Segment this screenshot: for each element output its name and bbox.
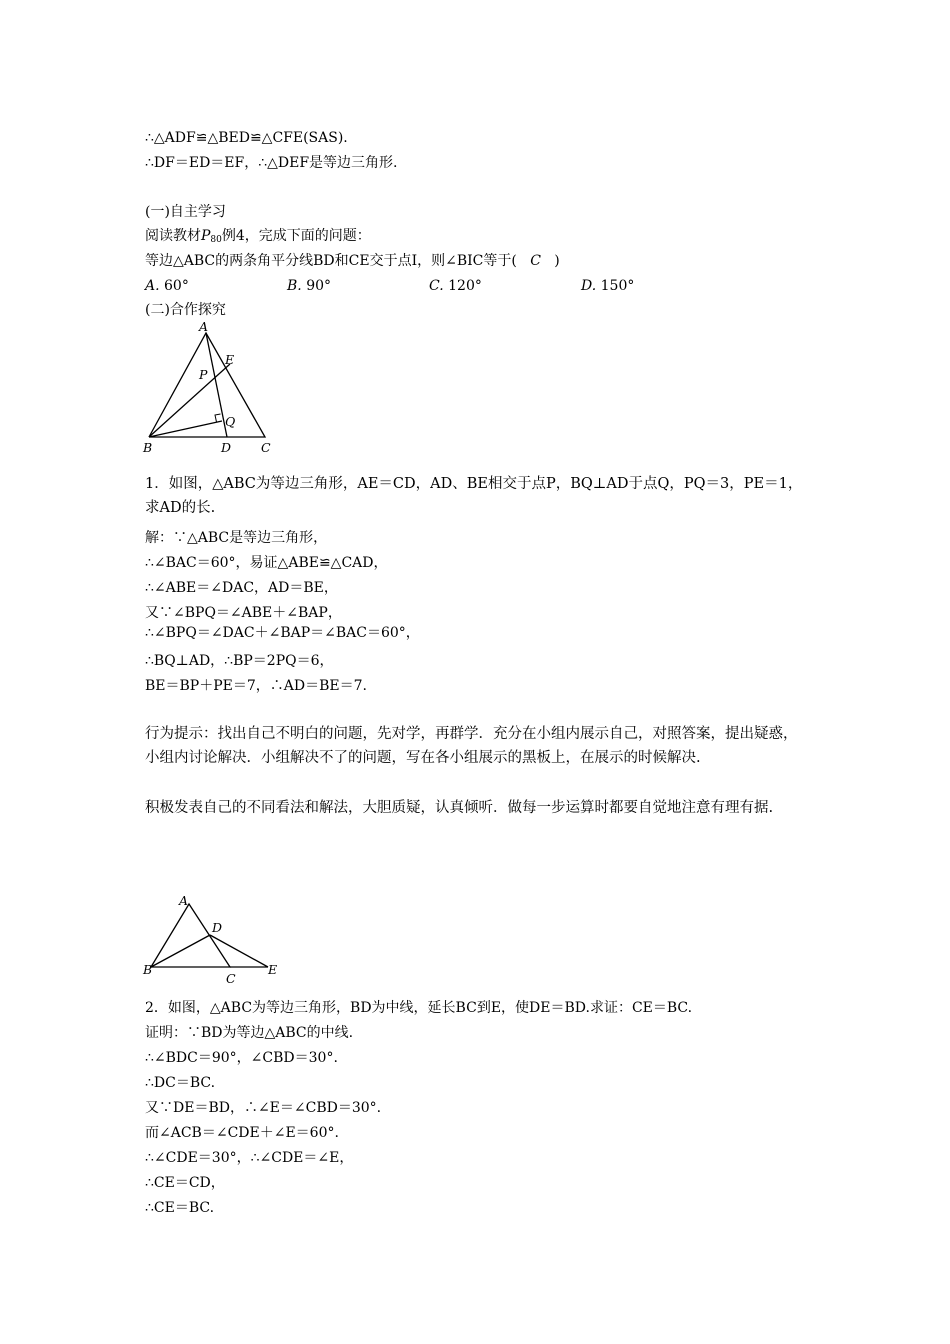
read-pre: 阅读教材 (145, 228, 201, 244)
option-b-value: 90° (306, 278, 332, 294)
option-c-value: 120° (448, 278, 482, 294)
problem-1-line-5: ∴∠BPQ＝∠DAC＋∠BAP＝∠BAC＝60°， (145, 625, 420, 641)
question-close: ) (554, 253, 560, 269)
option-d-value: 150° (600, 278, 635, 294)
fig2-label-a: A (179, 893, 189, 908)
fig2-label-c: C (226, 971, 236, 986)
option-b-letter: B. (287, 278, 302, 294)
problem-1-line-7: BE＝BP＋PE＝7，∴AD＝BE＝7. (145, 678, 367, 694)
question-text: 等边△ABC的两条角平分线BD和CE交于点I，则∠BIC等于( (145, 253, 517, 269)
option-b (287, 276, 331, 296)
problem-1-line-6: ∴BQ⊥AD，∴BP＝2PQ＝6， (145, 653, 334, 669)
read-sub: 80 (210, 235, 222, 245)
option-c (429, 276, 482, 296)
reading-instruction (145, 226, 371, 250)
read-post: 例4，完成下面的问题： (221, 228, 371, 244)
problem-2-line-8: ∴CE＝BC. (145, 1200, 215, 1216)
option-d-letter: D. (581, 278, 597, 294)
problem-1-line-3: ∴∠ABE＝∠DAC，AD＝BE， (145, 580, 338, 596)
fig2-label-d: D (212, 920, 223, 935)
figure-2-triangle (135, 892, 295, 992)
problem-1-statement: 1．如图，△ABC为等边三角形，AE＝CD，AD、BE相交于点P，BQ⊥AD于点Q，PQ＝3，PE＝1，求AD的长. (145, 476, 803, 516)
behavior-tip-paragraph: 行为提示：找出自己不明白的问题，先对学，再群学．充分在小组内展示自己，对照答案，提出疑惑，小组内讨论解决．小组解决不了的问题，写在各小组展示的黑板上，在展示的时候解决. (145, 726, 798, 766)
read-p: P (201, 228, 211, 244)
fig1-label-c: C (261, 440, 271, 455)
behavior-tip-paragraph-2: 积极发表自己的不同看法和解法，大胆质疑，认真倾听．做每一步运算时都要自觉地注意有理有据. (145, 800, 774, 816)
option-a-value: 60° (164, 278, 189, 294)
fig2-label-b: B (143, 962, 153, 977)
top-line-2: ∴DF＝ED＝EF，∴△DEF是等边三角形. (145, 155, 398, 171)
problem-2-line-2: ∴∠BDC＝90°，∠CBD＝30°. (145, 1050, 338, 1066)
problem-2-line-4: 又∵DE＝BD，∴∠E＝∠CBD＝30°. (145, 1100, 382, 1116)
option-a-letter: A. (145, 278, 160, 294)
problem-2-line-7: ∴CE＝CD， (145, 1175, 225, 1191)
problem-1-line-2: ∴∠BAC＝60°，易证△ABE≌△CAD， (145, 555, 388, 571)
option-a (145, 276, 189, 296)
section-heading-self-study: (一)自主学习 (145, 204, 226, 220)
figure-1-triangle (135, 318, 285, 458)
problem-2-line-1: 证明：∵BD为等边△ABC的中线. (145, 1025, 354, 1041)
question-line (145, 251, 560, 271)
fig1-label-d: D (221, 440, 232, 455)
top-line-1: ∴△ADF≌△BED≌△CFE(SAS). (145, 130, 348, 146)
option-d (581, 276, 634, 296)
answer: C (530, 253, 541, 269)
problem-1-line-4: 又∵∠BPQ＝∠ABE＋∠BAP， (145, 605, 342, 621)
fig1-label-b: B (143, 440, 153, 455)
fig1-label-e: E (225, 352, 235, 367)
fig1-label-p: P (199, 367, 208, 382)
problem-1-line-1: 解：∵△ABC是等边三角形， (145, 530, 328, 546)
problem-2-line-3: ∴DC＝BC. (145, 1075, 216, 1091)
problem-2-statement: 2．如图，△ABC为等边三角形，BD为中线，延长BC到E，使DE＝BD.求证：CE＝BC. (145, 1000, 693, 1016)
problem-2-line-5: 而∠ACB＝∠CDE＋∠E＝60°. (145, 1125, 339, 1141)
section-heading-cooperative: (二)合作探究 (145, 302, 226, 318)
fig1-label-q: Q (225, 414, 236, 429)
problem-2-line-6: ∴∠CDE＝30°，∴∠CDE＝∠E， (145, 1150, 354, 1166)
fig1-label-a: A (199, 319, 209, 334)
option-c-letter: C. (429, 278, 444, 294)
fig2-label-e: E (268, 962, 278, 977)
